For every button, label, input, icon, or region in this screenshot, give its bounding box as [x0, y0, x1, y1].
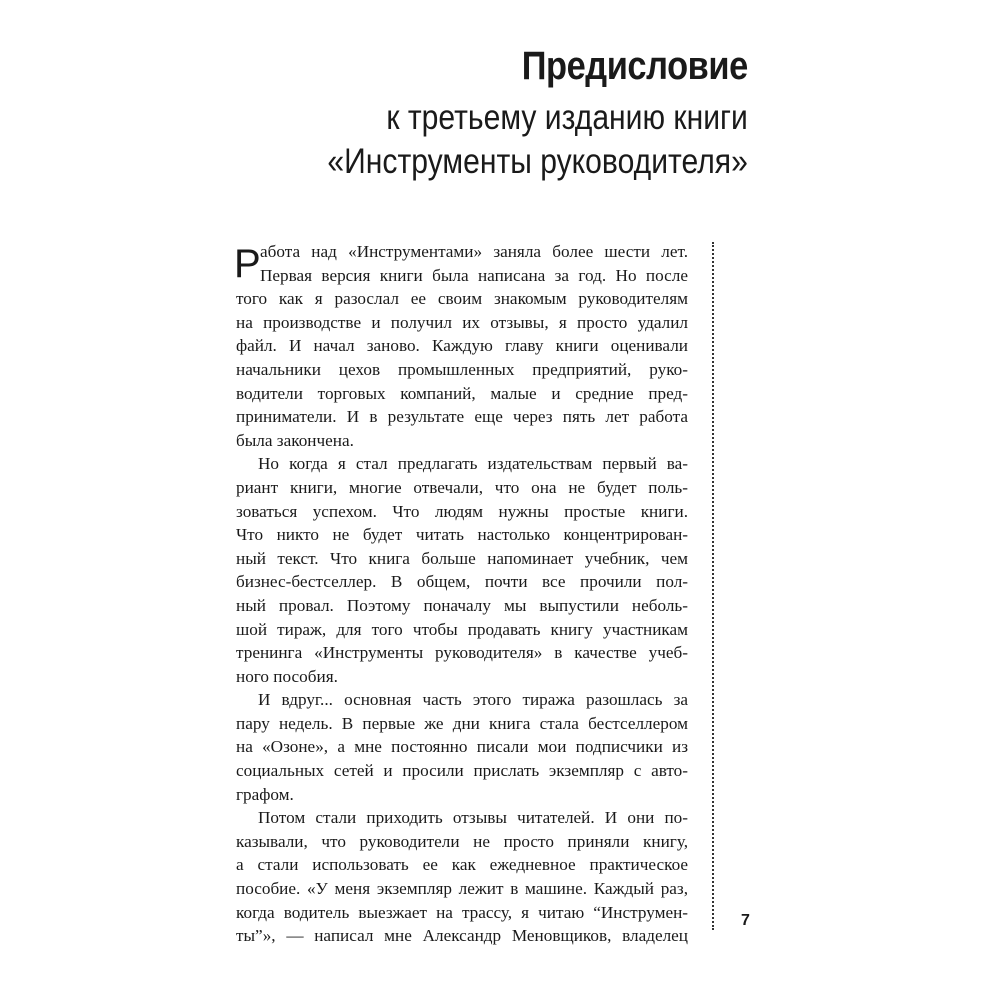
text-line: бизнес-бестселлер. В общем, почти все прочили пол- [236, 572, 688, 592]
text-line: зоваться успехом. Что людям нужны простые книги. [236, 501, 688, 521]
chapter-title: Предисловие [521, 44, 748, 88]
chapter-heading [259, 42, 748, 184]
text-line: ты”», — написал мне Александр Меновщиков, владелец [236, 926, 688, 946]
text-line: шой тираж, для того чтобы продавать книгу участникам [236, 619, 688, 639]
text-line: казывали, что руководители не просто приняли книгу, [236, 831, 688, 851]
text-line: на производстве и получил их отзывы, я просто удалил [236, 312, 688, 332]
paragraph-1 [236, 240, 688, 452]
text-line: водители торговых компаний, малые и средние пред- [236, 383, 688, 403]
text-line: риант книги, многие отвечали, что она не будет поль- [236, 477, 688, 497]
text-line: социальных сетей и просили прислать экземпляр с авто- [236, 761, 688, 781]
chapter-subtitle-line-2: «Инструменты руководителя» [327, 142, 748, 181]
text-line: пару недель. В первые же дни книга стала бестселлером [236, 713, 688, 733]
chapter-subtitle-line-1: к третьему изданию книги [386, 98, 748, 137]
text-line: приниматели. И в результате еще через пять лет работа [236, 407, 688, 427]
text-line: пособие. «У меня экземпляр лежит в машине. Каждый раз, [236, 879, 688, 899]
text-line: того как я разослал ее своим знакомым руководителям [236, 289, 688, 309]
paragraph-2 [236, 452, 688, 688]
text-line: была закончена. [236, 430, 354, 450]
text-line: графом. [236, 784, 294, 804]
text-line: Потом стали приходить отзывы читателей. И они по- [258, 808, 688, 828]
paragraph-4 [236, 806, 688, 948]
text-line: ный текст. Что книга больше напоминает учебник, чем [236, 548, 688, 568]
drop-cap: Р [234, 242, 261, 286]
text-line: когда водитель выезжает на трассу, я читаю “Инструмен- [236, 902, 688, 922]
paragraph-3 [236, 688, 688, 806]
text-line: на «Озоне», а мне постоянно писали мои подписчики из [236, 737, 688, 757]
text-line: файл. И начал заново. Каждую главу книги оценивали [236, 336, 688, 356]
body-text [236, 240, 688, 948]
margin-dotted-rule [712, 242, 714, 930]
text-line: И вдруг... основная часть этого тиража разошлась за [258, 690, 688, 710]
text-line: Но когда я стал предлагать издательствам первый ва- [258, 454, 688, 474]
page-number: 7 [741, 912, 750, 929]
text-line: Что никто не будет читать настолько концентрирован- [236, 525, 688, 545]
text-line: ный провал. Поэтому поначалу мы выпустили неболь- [236, 595, 688, 615]
text-line: тренинга «Инструменты руководителя» в качестве учеб- [236, 643, 688, 663]
text-line: ного пособия. [236, 666, 338, 686]
text-line: Первая версия книги была написана за год. Но после [260, 265, 688, 285]
text-line: а стали использовать ее как ежедневное практическое [236, 855, 688, 875]
text-line: начальники цехов промышленных предприятий, руко- [236, 359, 688, 379]
text-line: абота над «Инструментами» заняла более шести лет. [260, 242, 688, 261]
